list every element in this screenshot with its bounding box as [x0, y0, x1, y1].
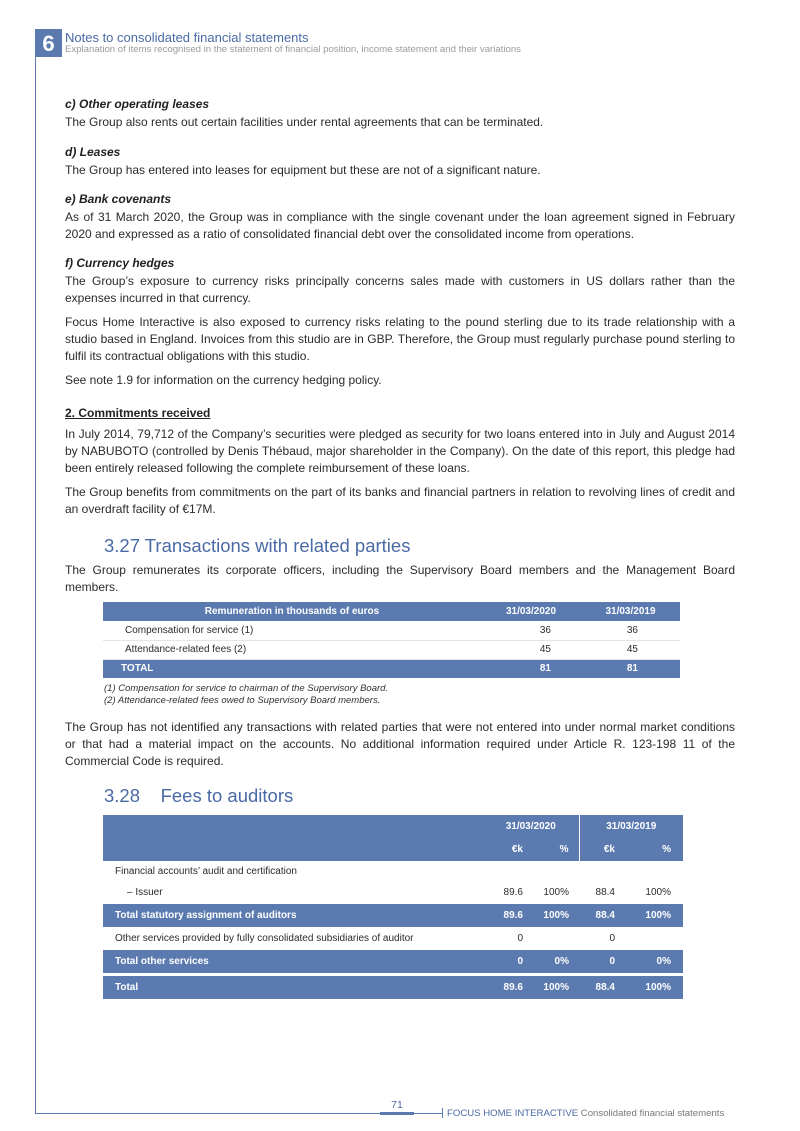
value: 0: [517, 933, 523, 944]
row-label: Financial accounts’ audit and certification: [115, 865, 297, 877]
brand-name: FOCUS HOME INTERACTIVE: [447, 1108, 579, 1119]
value: 100%: [543, 887, 569, 898]
value: 0: [579, 950, 621, 973]
unit-header: %: [529, 838, 579, 861]
table-total-row: [103, 976, 683, 999]
value-2019: 36: [581, 621, 680, 640]
document-name: Consolidated financial statements: [580, 1108, 725, 1119]
value-2020: 81: [481, 659, 581, 678]
value-2020: 45: [481, 640, 581, 659]
row-label: Compensation for service (1): [103, 621, 481, 640]
table-row: [103, 881, 683, 904]
section-title-3-27: 3.27 Transactions with related parties: [104, 535, 411, 556]
value: 88.4: [579, 976, 621, 999]
value-2019: 45: [581, 640, 680, 659]
column-header: 31/03/2019: [581, 602, 680, 621]
value: 100%: [645, 887, 671, 898]
value: [529, 927, 579, 950]
section-d: [65, 145, 735, 179]
row-label: – Issuer: [127, 887, 163, 898]
auditor-fees-table: [103, 815, 683, 999]
table-total-row: [103, 950, 683, 973]
row-label: Total: [103, 976, 483, 999]
subsection-heading: d) Leases: [65, 145, 121, 159]
table-row: [103, 621, 680, 640]
section-3-27-intro: [65, 562, 735, 596]
footer-brand: [447, 1108, 724, 1119]
value: [621, 927, 683, 950]
table-row: [103, 861, 683, 881]
paragraph: As of 31 March 2020, the Group was in compliance with the single covenant under the loan agreement signed in February 2020 and expressed as a ratio of consolidated financial debt over the consolidated income from operations.: [65, 210, 735, 241]
table-footnotes: [104, 683, 388, 707]
row-label: Total other services: [103, 950, 483, 973]
year-header-2020: 31/03/2020: [483, 815, 579, 838]
page-frame-tick: [442, 1108, 443, 1118]
year-header-2019: 31/03/2019: [579, 815, 683, 838]
paragraph: Focus Home Interactive is also exposed to currency risks relating to the pound sterling due to its trade relationship with a studio based in England. Invoices from this studio are in GBP. Therefore, the Group must regularly purchase pound sterling to fulfil its contractual obligations with this studio.: [65, 315, 735, 363]
column-header: Remuneration in thousands of euros: [103, 602, 481, 621]
table-row: [103, 640, 680, 659]
value: 0: [483, 950, 529, 973]
section-heading: 2. Commitments received: [65, 406, 211, 420]
value: 100%: [621, 904, 683, 927]
section-3-27-conclusion: [65, 719, 735, 770]
value: 89.6: [503, 887, 523, 898]
value: 100%: [529, 904, 579, 927]
value: 0%: [529, 950, 579, 973]
value: 0: [609, 933, 615, 944]
header-title: Notes to consolidated financial statements: [65, 30, 309, 45]
table-header-row: [103, 602, 680, 621]
section-commitments: [65, 406, 735, 518]
value: 100%: [621, 976, 683, 999]
subsection-heading: c) Other operating leases: [65, 97, 210, 111]
section-title-3-28: [104, 785, 293, 807]
value-2019: 81: [581, 659, 680, 678]
section-f: [65, 256, 735, 389]
table-total-row: [103, 659, 680, 678]
paragraph: The Group benefits from commitments on the part of its banks and financial partners in relation to revolving lines of credit and an overdraft facility of €17M.: [65, 485, 735, 516]
section-e: [65, 192, 735, 243]
unit-header: €k: [579, 838, 621, 861]
value: 89.6: [483, 904, 529, 927]
value: 88.4: [595, 887, 615, 898]
footnote: (1) Compensation for service to chairman of the Supervisory Board.: [104, 683, 389, 694]
paragraph: In July 2014, 79,712 of the Company’s securities were pledged as security for two loans entered into in July and August 2014 by NABUBOTO (controlled by Denis Thébaud, major shareholder in the Company). On the date of this report, this pledge had been entirely released following the complete reimbursement of these loans.: [65, 427, 735, 475]
subsection-heading: e) Bank covenants: [65, 192, 172, 206]
page-number-bar: [380, 1112, 414, 1115]
row-label: Attendance-related fees (2): [103, 640, 481, 659]
paragraph: The Group’s exposure to currency risks principally concerns sales made with customers in US dollars rather than the expenses incurred in that currency.: [65, 274, 735, 305]
table-total-row: [103, 904, 683, 927]
value-2020: 36: [481, 621, 581, 640]
page-number: 71: [391, 1099, 403, 1111]
table-header-row: [103, 815, 683, 838]
column-header: 31/03/2020: [481, 602, 581, 621]
remuneration-table: [103, 602, 680, 678]
paragraph: The Group has not identified any transactions with related parties that were not entered into under normal market conditions or that had a material impact on the accounts. No additional information required under Article R. 123-198 11 of the Commercial Code is required.: [65, 720, 735, 768]
table-row: [103, 927, 683, 950]
value: 0%: [621, 950, 683, 973]
row-label: TOTAL: [103, 659, 481, 678]
section-title-text: Fees to auditors: [160, 785, 294, 806]
value: 100%: [529, 976, 579, 999]
section-c: [65, 97, 735, 131]
paragraph: The Group remunerates its corporate officers, including the Supervisory Board members and the Management Board members.: [65, 563, 735, 594]
subsection-heading: f) Currency hedges: [65, 256, 175, 270]
table-header-row: [103, 838, 683, 861]
paragraph: The Group also rents out certain facilities under rental agreements that can be terminated.: [65, 115, 544, 129]
value: 88.4: [579, 904, 621, 927]
unit-header: €k: [483, 838, 529, 861]
value: 89.6: [483, 976, 529, 999]
footnote: (2) Attendance-related fees owed to Supervisory Board members.: [104, 695, 381, 706]
row-label: Other services provided by fully consolidated subsidiaries of auditor: [115, 933, 414, 944]
unit-header: %: [621, 838, 683, 861]
page-frame-line: [35, 46, 36, 1114]
row-label: Total statutory assignment of auditors: [103, 904, 483, 927]
header-subtitle: Explanation of items recognised in the statement of financial position, income statement and their variations: [65, 44, 521, 55]
paragraph: The Group has entered into leases for equipment but these are not of a significant nature.: [65, 163, 541, 177]
paragraph: See note 1.9 for information on the currency hedging policy.: [65, 373, 382, 387]
chapter-badge: 6: [35, 29, 62, 57]
section-number: 3.28: [104, 785, 141, 806]
